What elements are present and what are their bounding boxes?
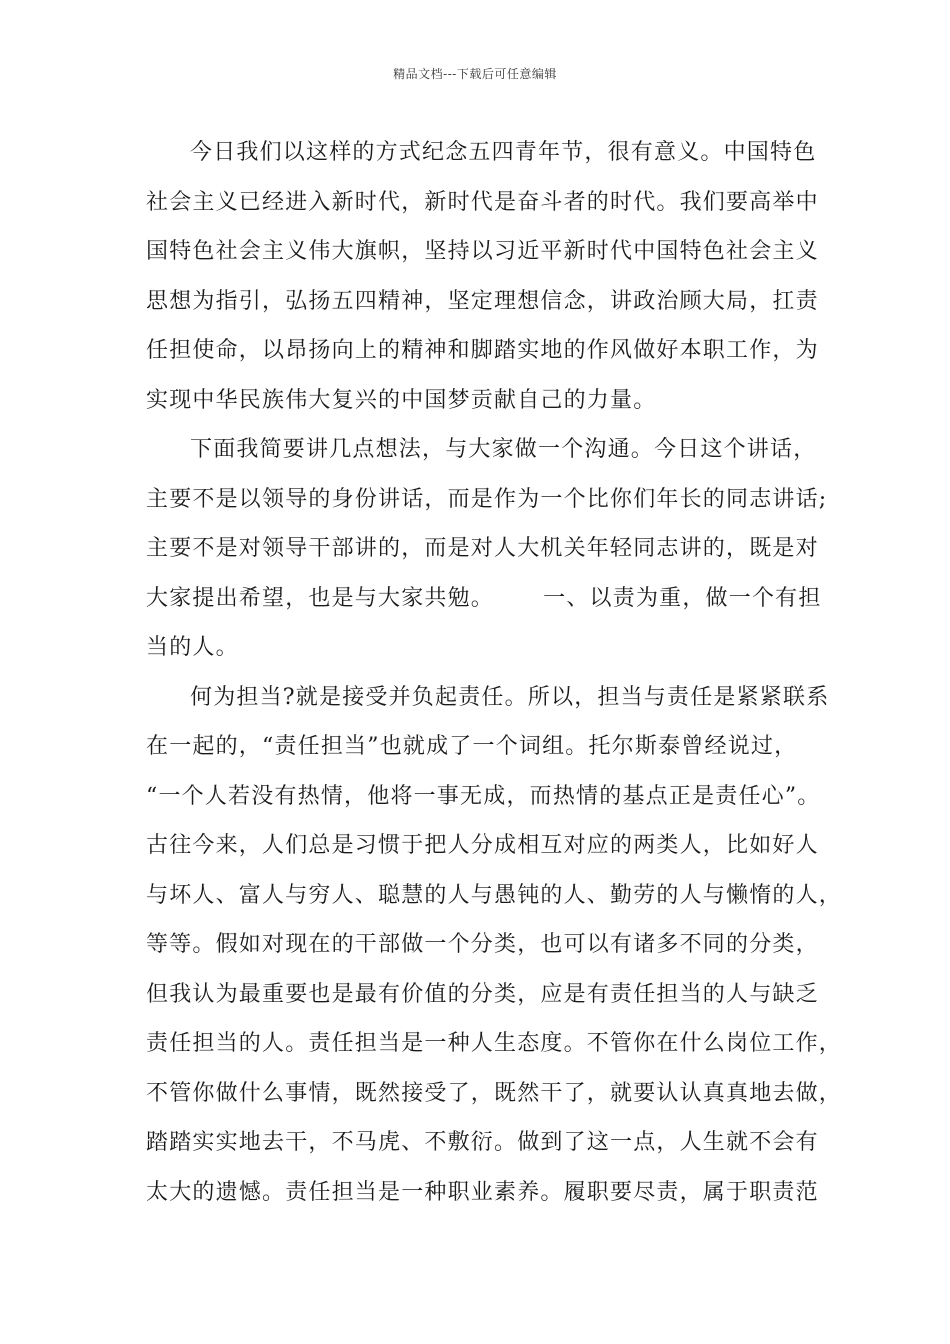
paragraph-2 <box>146 425 826 673</box>
text-line: 不管你做什么事情，既然接受了，既然干了，就要认认真真地去做， <box>146 1080 843 1106</box>
text-line: 大家提出希望，也是与大家共勉。 一、以责为重，做一个有担 <box>146 585 822 611</box>
page-header: 精品文档---下载后可任意编辑 <box>393 67 557 81</box>
document-body <box>146 128 843 1217</box>
text-line: 但我认为最重要也是最有价值的分类，应是有责任担当的人与缺乏 <box>146 981 819 1007</box>
paragraph-1 <box>146 128 826 425</box>
text-line: 主要不是对领导干部讲的，而是对人大机关年轻同志讲的，既是对 <box>146 536 819 561</box>
text-line: 社会主义已经进入新时代，新时代是奋斗者的时代。我们要高举中 <box>146 189 819 215</box>
text-line: 实现中华民族伟大复兴的中国梦贡献自己的力量。 <box>146 387 657 413</box>
text-line: 任担使命，以昂扬向上的精神和脚踏实地的作风做好本职工作，为 <box>146 338 819 363</box>
text-line: 下面我简要讲几点想法，与大家做一个沟通。今日这个讲话， <box>190 437 817 462</box>
text-line: 今日我们以这样的方式纪念五四青年节，很有意义。中国特色 <box>190 140 817 165</box>
text-line: 思想为指引，弘扬五四精神，坚定理想信念，讲政治顾大局，扛责 <box>146 288 819 314</box>
text-line: 太大的遗憾。责任担当是一种职业素养。履职要尽责，属于职责范 <box>146 1179 819 1205</box>
text-line: 国特色社会主义伟大旗帜，坚持以习近平新时代中国特色社会主义 <box>146 239 819 264</box>
text-line: 当的人。 <box>146 635 239 660</box>
text-line: 踏踏实实地去干，不马虎、不敷衍。做到了这一点，人生就不会有 <box>146 1130 819 1155</box>
paragraph-3 <box>146 673 843 1218</box>
text-line: 主要不是以领导的身份讲话，而是作为一个比你们年长的同志讲话; <box>146 486 828 512</box>
text-line: 与坏人、富人与穷人、聪慧的人与愚钝的人、勤劳的人与懒惰的人， <box>146 882 843 908</box>
text-line: 何为担当?就是接受并负起责任。所以，担当与责任是紧紧联系 <box>190 684 830 710</box>
text-line: 等等。假如对现在的干部做一个分类，也可以有诸多不同的分类， <box>146 932 819 957</box>
text-line: “一个人若没有热情，他将一事无成，而热情的基点正是责任心”。 <box>146 783 821 809</box>
text-line: 在一起的，“责任担当”也就成了一个词组。托尔斯泰曾经说过， <box>146 734 798 759</box>
text-line: 古往今来，人们总是习惯于把人分成相互对应的两类人，比如好人 <box>146 833 819 858</box>
text-line: 责任担当的人。责任担当是一种人生态度。不管你在什么岗位工作， <box>146 1031 843 1056</box>
